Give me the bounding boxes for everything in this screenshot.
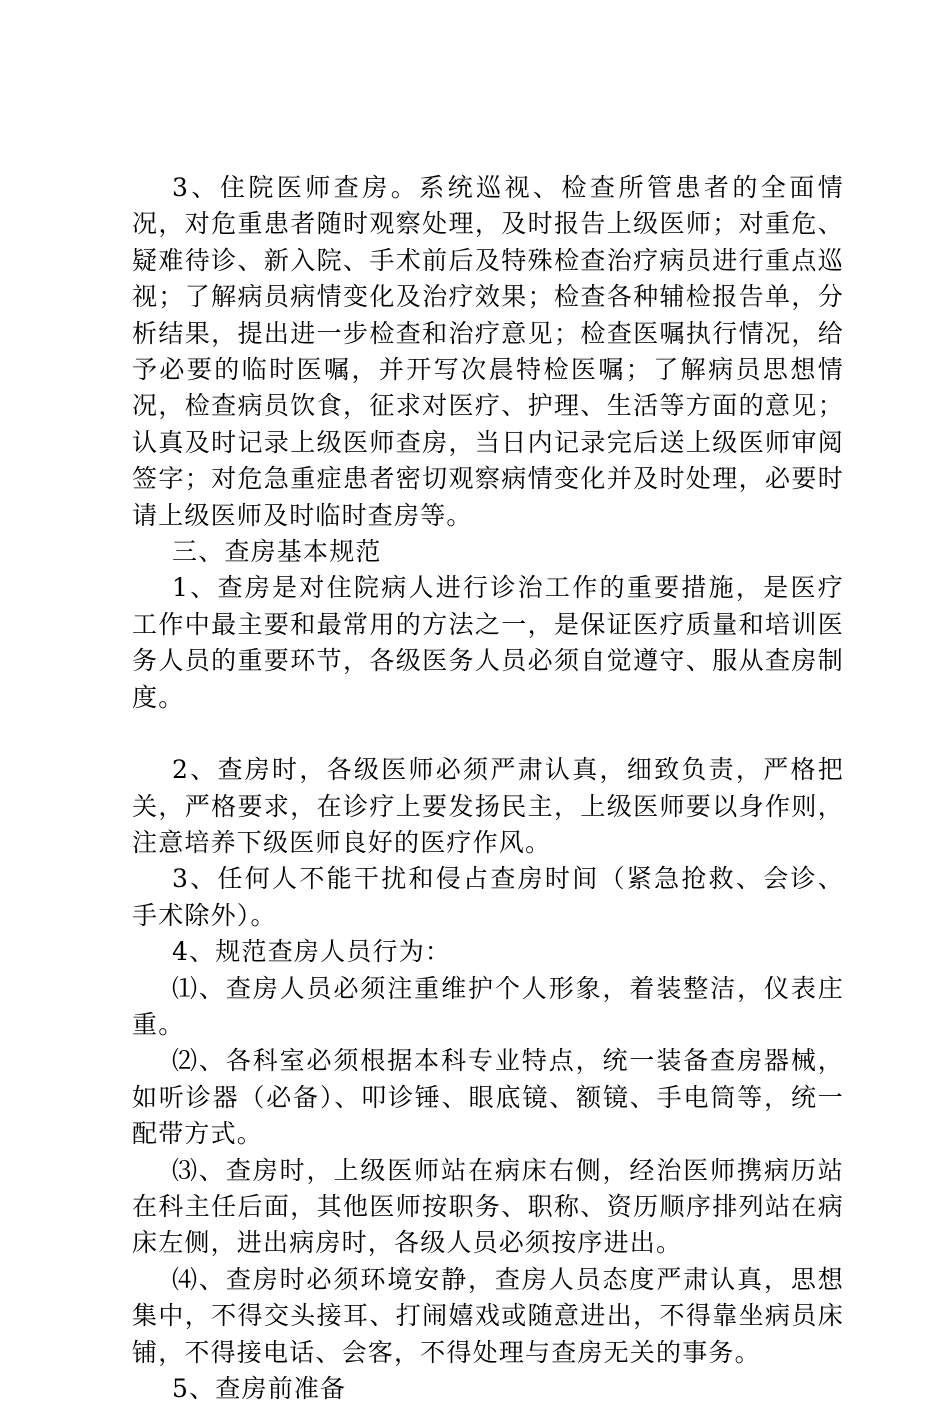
document-body (132, 170, 844, 1407)
section-heading-rounds-norms: 三、查房基本规范 (172, 537, 382, 567)
paragraph-norm-4-item-4: ⑷、查房时必须环境安静，查房人员态度严肃认真，思想集中，不得交头接耳、打闹嬉戏或随意进出，不得靠坐病员床铺，不得接电话、会客，不得处理与查房无关的事务。 (132, 1264, 844, 1367)
paragraph-norm-4-item-2: ⑵、各科室必须根据本科专业特点，统一装备查房器械，如听诊器（必备）、叩诊锤、眼底镜、额镜、手电筒等，统一配带方式。 (132, 1046, 844, 1149)
paragraph-spacer (132, 716, 844, 752)
paragraph-norm-2: 2、查房时，各级医师必须严肃认真，细致负责，严格把关，严格要求，在诊疗上要发扬民主，上级医师要以身作则，注意培养下级医师良好的医疗作风。 (132, 755, 844, 857)
paragraph-norm-1: 1、查房是对住院病人进行诊治工作的重要措施，是医疗工作中最主要和最常用的方法之一，是保证医疗质量和培训医务人员的重要环节，各级医务人员必须自觉遵守、服从查房制度。 (132, 573, 844, 712)
paragraph-norm-5: 5、查房前准备 (172, 1374, 347, 1403)
paragraph-norm-4: 4、规范查房人员行为： (172, 937, 452, 967)
paragraph-resident-rounds: 3、住院医师查房。系统巡视、检查所管患者的全面情况，对危重患者随时观察处理，及时报告上级医师；对重危、疑难待诊、新入院、手术前后及特殊检查治疗病员进行重点巡视；了解病员病情变化及治疗效果；检查各种辅检报告单，分析结果，提出进一步检查和治疗意见；检查医嘱执行情况，给予必要的临时医嘱，并开写次晨特检医嘱；了解病员思想情况，检查病员饮食，征求对医疗、护理、生活等方面的意见；认真及时记录上级医师查房，当日内记录完后送上级医师审阅签字；对危急重症患者密切观察病情变化并及时处理，必要时请上级医师及时临时查房等。 (132, 173, 844, 530)
paragraph-norm-4-item-3: ⑶、查房时，上级医师站在病床右侧，经治医师携病历站在科主任后面，其他医师按职务、职称、资历顺序排列站在病床左侧，进出病房时，各级人员必须按序进出。 (132, 1155, 844, 1258)
paragraph-norm-3: 3、任何人不能干扰和侵占查房时间（紧急抢救、会诊、手术除外）。 (132, 864, 844, 930)
paragraph-norm-4-item-1: ⑴、查房人员必须注重维护个人形象，着装整洁，仪表庄重。 (132, 973, 844, 1039)
